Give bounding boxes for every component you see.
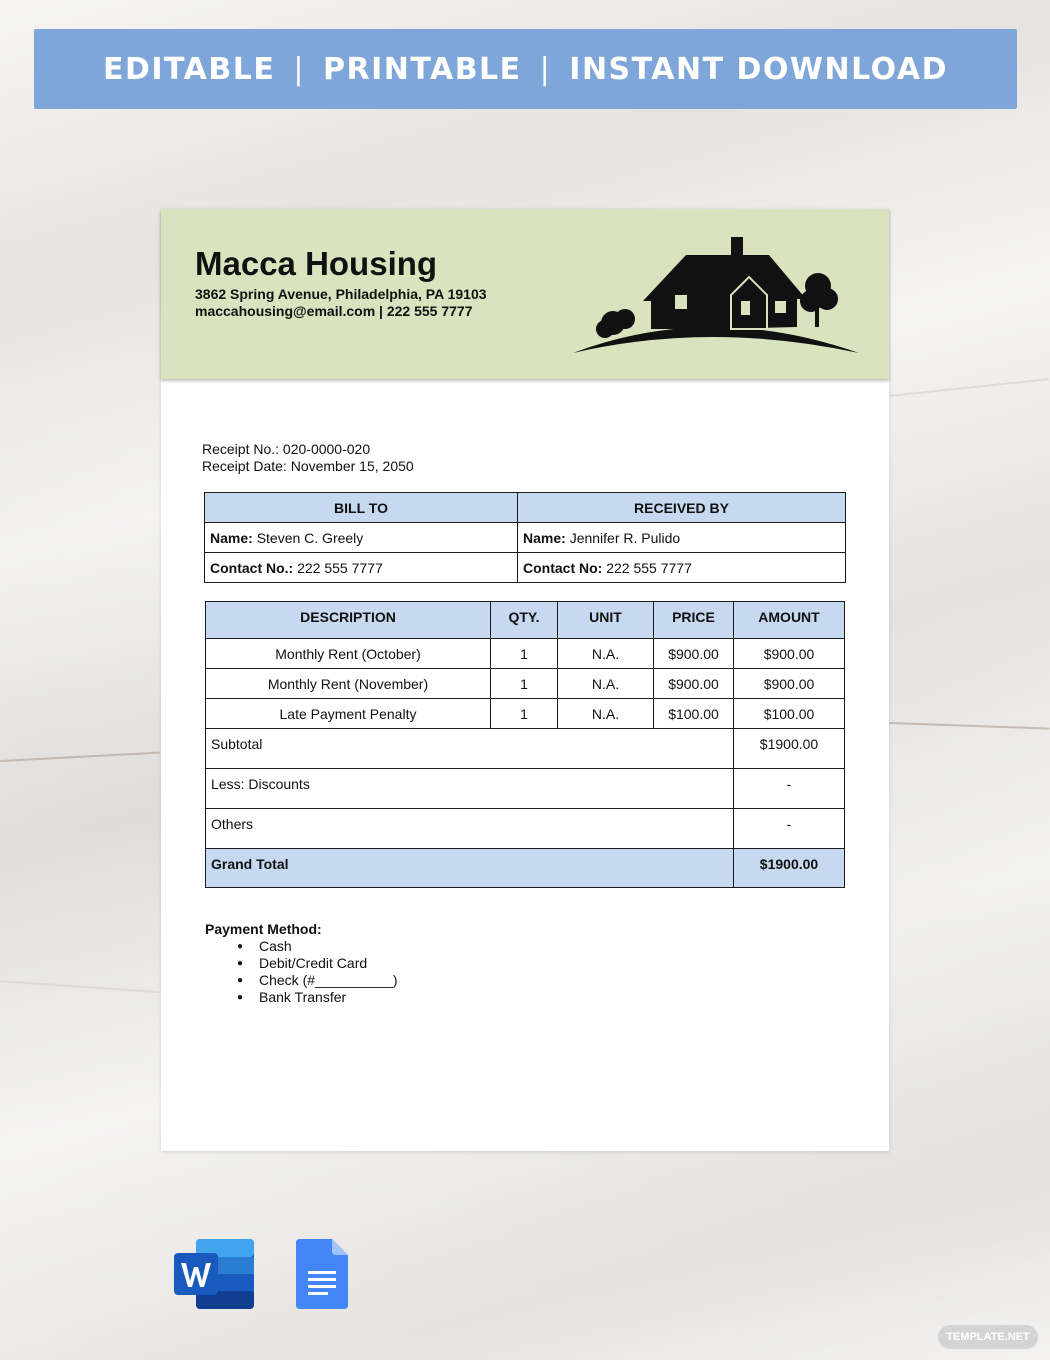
banner-item-instant-download: INSTANT DOWNLOAD	[569, 51, 948, 87]
table-row	[206, 639, 845, 669]
table-row	[206, 669, 845, 699]
grand-total-value: $1900.00	[734, 849, 845, 888]
others-value: -	[734, 809, 845, 849]
name-label: Name:	[523, 529, 566, 546]
subtotal-label: Subtotal	[206, 729, 734, 769]
discounts-value: -	[734, 769, 845, 809]
document-header	[161, 209, 889, 379]
grand-total-label: Grand Total	[206, 849, 734, 888]
marble-vein	[0, 980, 160, 993]
price-header: PRICE	[654, 602, 734, 639]
list-item: ● Debit/Credit Card	[237, 955, 398, 972]
others-row	[206, 809, 845, 849]
item-unit: N.A.	[558, 699, 654, 729]
receipt-date: Receipt Date: November 15, 2050	[202, 458, 414, 474]
payment-options-list	[237, 938, 398, 1006]
qty-header: QTY.	[491, 602, 558, 639]
item-description: Monthly Rent (November)	[206, 669, 491, 699]
bill-to-name-cell	[205, 523, 518, 553]
list-item: ● Bank Transfer	[237, 989, 398, 1006]
marble-vein	[889, 378, 1049, 397]
item-amount: $900.00	[734, 639, 845, 669]
list-item: ● Check (#__________)	[237, 972, 398, 989]
others-label: Others	[206, 809, 734, 849]
amount-header: AMOUNT	[734, 602, 845, 639]
received-by-contact-cell	[518, 553, 846, 583]
bill-to-contact-cell	[205, 553, 518, 583]
item-price: $900.00	[654, 669, 734, 699]
received-by-contact: 222 555 7777	[606, 559, 692, 576]
bill-to-contact: 222 555 7777	[297, 559, 383, 576]
discounts-row	[206, 769, 845, 809]
marble-vein	[0, 752, 160, 762]
contact-label: Contact No:	[523, 559, 603, 576]
item-amount: $100.00	[734, 699, 845, 729]
receipt-number: Receipt No.: 020-0000-020	[202, 441, 371, 457]
payment-method-title: Payment Method:	[205, 921, 322, 937]
item-qty: 1	[491, 699, 558, 729]
item-description: Late Payment Penalty	[206, 699, 491, 729]
item-amount: $900.00	[734, 669, 845, 699]
marble-vein	[889, 722, 1050, 730]
banner-separator: |	[293, 51, 305, 87]
bill-to-table	[204, 492, 846, 583]
item-price: $100.00	[654, 699, 734, 729]
table-row	[206, 699, 845, 729]
contact-label: Contact No.:	[210, 559, 294, 576]
item-description: Monthly Rent (October)	[206, 639, 491, 669]
received-by-header: RECEIVED BY	[518, 493, 846, 523]
subtotal-row	[206, 729, 845, 769]
banner-item-printable: PRINTABLE	[322, 51, 522, 87]
receipt-document	[161, 209, 889, 1151]
grand-total-row	[206, 849, 845, 888]
bill-to-header: BILL TO	[205, 493, 518, 523]
company-name: Macca Housing	[195, 245, 438, 282]
payment-method-section	[205, 921, 398, 1006]
bill-to-name: Steven C. Greely	[256, 529, 364, 546]
line-items-table	[205, 601, 845, 888]
company-contact: maccahousing@email.com | 222 555 7777	[195, 303, 473, 319]
banner-item-editable: EDITABLE	[102, 51, 276, 87]
item-unit: N.A.	[558, 639, 654, 669]
item-qty: 1	[491, 639, 558, 669]
received-by-name: Jennifer R. Pulido	[569, 529, 681, 546]
list-item: ● Cash	[237, 938, 398, 955]
discounts-label: Less: Discounts	[206, 769, 734, 809]
house-on-hill-icon	[571, 231, 861, 359]
item-unit: N.A.	[558, 669, 654, 699]
description-header: DESCRIPTION	[206, 602, 491, 639]
company-address: 3862 Spring Avenue, Philadelphia, PA 19103	[195, 286, 487, 302]
item-price: $900.00	[654, 639, 734, 669]
banner-separator: |	[539, 51, 552, 87]
google-docs-icon[interactable]	[296, 1239, 348, 1309]
top-banner	[34, 29, 1017, 109]
unit-header: UNIT	[558, 602, 654, 639]
microsoft-word-icon[interactable]	[174, 1239, 254, 1309]
template-net-watermark: TEMPLATE.NET	[938, 1325, 1038, 1349]
item-qty: 1	[491, 669, 558, 699]
received-by-name-cell	[518, 523, 846, 553]
subtotal-value: $1900.00	[734, 729, 845, 769]
name-label: Name:	[210, 529, 253, 546]
